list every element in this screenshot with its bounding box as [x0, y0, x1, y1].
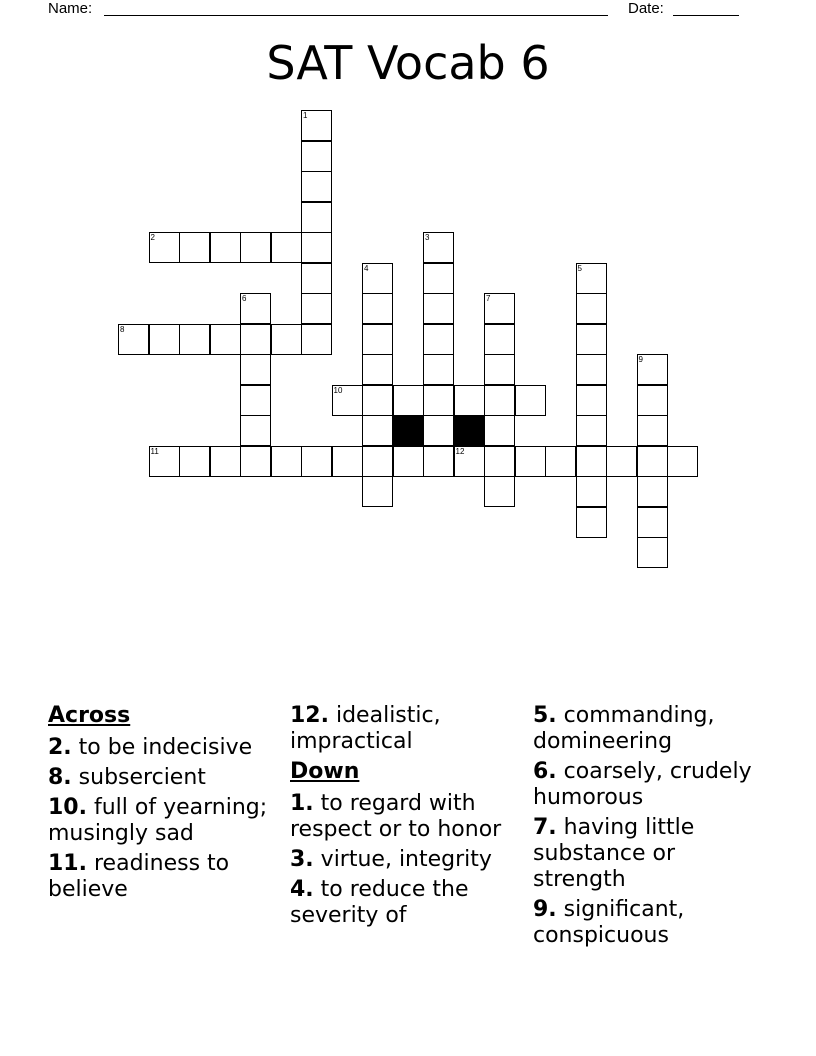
crossword-cell[interactable]: [118, 324, 149, 355]
crossword-cell[interactable]: [240, 354, 271, 385]
crossword-cell[interactable]: [332, 385, 363, 416]
crossword-cell[interactable]: [576, 324, 607, 355]
crossword-cell[interactable]: [637, 476, 668, 507]
crossword-cell[interactable]: [576, 476, 607, 507]
crossword-cell[interactable]: [454, 385, 485, 416]
crossword-cell[interactable]: [362, 293, 393, 324]
crossword-cell[interactable]: [393, 385, 424, 416]
crossword-cell[interactable]: [393, 446, 424, 477]
name-label: Name:: [48, 0, 93, 17]
clue-number: 7: [486, 294, 491, 303]
clue-number: 6: [242, 294, 247, 303]
clue-number: 11: [150, 446, 159, 456]
clue-number: 2: [150, 233, 155, 242]
crossword-cell[interactable]: [423, 354, 454, 385]
clue-number: 9: [638, 355, 643, 364]
crossword-cell[interactable]: [515, 385, 546, 416]
clue-number: 8: [120, 324, 125, 334]
crossword-cell[interactable]: [484, 385, 515, 416]
crossword-cell[interactable]: [179, 446, 210, 477]
crossword-cell[interactable]: [484, 476, 515, 507]
clue-number: 4: [364, 263, 369, 273]
crossword-cell[interactable]: [362, 385, 393, 416]
crossword-cell[interactable]: [576, 263, 607, 294]
crossword-cell[interactable]: [576, 385, 607, 416]
crossword-cell[interactable]: [637, 385, 668, 416]
crossword-cell[interactable]: [240, 415, 271, 446]
crossword-cell[interactable]: [301, 232, 332, 263]
clue-number: 5: [577, 263, 582, 273]
crossword-cell[interactable]: [301, 446, 332, 477]
crossword-cell[interactable]: [637, 446, 668, 477]
crossword-cell[interactable]: [240, 385, 271, 416]
clue-column-3: [533, 703, 773, 953]
crossword-cell[interactable]: [362, 354, 393, 385]
black-cell: [454, 415, 485, 446]
crossword-cell[interactable]: [301, 263, 332, 294]
crossword-cell[interactable]: [149, 446, 180, 477]
crossword-cell[interactable]: [240, 446, 271, 477]
crossword-cell[interactable]: [301, 293, 332, 324]
clue-across-11: 11. readiness to believe: [48, 851, 230, 902]
crossword-cell[interactable]: [301, 171, 332, 202]
crossword-cell[interactable]: [301, 202, 332, 233]
crossword-cell[interactable]: [362, 263, 393, 294]
crossword-cell[interactable]: [332, 446, 363, 477]
crossword-cell[interactable]: [240, 293, 271, 324]
clue-down-9: 9. significant, conspicuous: [533, 897, 685, 948]
clue-down-7: 7. having little substance or strength: [533, 815, 695, 892]
crossword-cell[interactable]: [423, 415, 454, 446]
crossword-cell[interactable]: [423, 446, 454, 477]
crossword-cell[interactable]: [484, 415, 515, 446]
crossword-cell[interactable]: [484, 324, 515, 355]
crossword-cell[interactable]: [576, 446, 607, 477]
crossword-cell[interactable]: [301, 141, 332, 172]
across-heading: Across: [48, 703, 131, 728]
crossword-cell[interactable]: [545, 446, 576, 477]
clue-across-10: 10. full of yearning; musingly sad: [48, 795, 268, 846]
crossword-cell[interactable]: [271, 232, 302, 263]
black-cell: [393, 415, 424, 446]
down-heading: Down: [290, 759, 360, 784]
crossword-cell[interactable]: [484, 354, 515, 385]
crossword-cell[interactable]: [667, 446, 698, 477]
clue-down-1: 1. to regard with respect or to honor: [290, 791, 502, 842]
crossword-cell[interactable]: [454, 446, 485, 477]
clue-number: 12: [455, 446, 465, 456]
crossword-cell[interactable]: [210, 232, 241, 263]
crossword-cell[interactable]: [637, 537, 668, 568]
crossword-cell[interactable]: [362, 324, 393, 355]
crossword-cell[interactable]: [423, 263, 454, 294]
crossword-cell[interactable]: [149, 232, 180, 263]
crossword-cell[interactable]: [484, 446, 515, 477]
page-title: SAT Vocab 6: [266, 36, 550, 90]
crossword-cell[interactable]: [240, 324, 271, 355]
clue-down-6: 6. coarsely, crudely humorous: [533, 759, 752, 810]
crossword-cell[interactable]: [576, 507, 607, 538]
clue-number: 1: [303, 111, 308, 120]
crossword-cell[interactable]: [423, 232, 454, 263]
clue-number: 10: [333, 385, 343, 395]
clue-across-12: 12. idealistic, impractical: [290, 703, 441, 754]
crossword-cell[interactable]: [423, 324, 454, 355]
clue-down-3: 3. virtue, integrity: [290, 847, 492, 872]
crossword-cell[interactable]: [423, 293, 454, 324]
crossword-cell[interactable]: [301, 324, 332, 355]
crossword-cell[interactable]: [637, 507, 668, 538]
clue-column-1: [48, 703, 288, 907]
crossword-cell[interactable]: [362, 415, 393, 446]
crossword-cell[interactable]: [515, 446, 546, 477]
clue-number: 3: [425, 233, 430, 242]
crossword-cell[interactable]: [423, 385, 454, 416]
crossword-cell[interactable]: [637, 415, 668, 446]
crossword-cell[interactable]: [271, 446, 302, 477]
crossword-cell[interactable]: [576, 415, 607, 446]
clue-column-2: [290, 703, 526, 933]
crossword-cell[interactable]: [362, 476, 393, 507]
crossword-cell[interactable]: [606, 446, 637, 477]
crossword-cell[interactable]: [576, 354, 607, 385]
date-label: Date:: [628, 0, 664, 17]
crossword-cell[interactable]: [210, 446, 241, 477]
clue-across-8: 8. subsercient: [48, 765, 206, 790]
crossword-cell[interactable]: [637, 354, 668, 385]
crossword-cell[interactable]: [179, 324, 210, 355]
clue-down-5: 5. commanding, domineering: [533, 703, 715, 754]
crossword-cell[interactable]: [271, 324, 302, 355]
clue-across-2: 2. to be indecisive: [48, 735, 253, 760]
crossword-cell[interactable]: [240, 232, 271, 263]
crossword-cell[interactable]: [362, 446, 393, 477]
crossword-cell[interactable]: [210, 324, 241, 355]
crossword-cell[interactable]: [484, 293, 515, 324]
crossword-cell[interactable]: [576, 293, 607, 324]
crossword-cell[interactable]: [179, 232, 210, 263]
crossword-cell[interactable]: [301, 110, 332, 141]
clue-down-4: 4. to reduce the severity of: [290, 877, 469, 928]
crossword-cell[interactable]: [149, 324, 180, 355]
